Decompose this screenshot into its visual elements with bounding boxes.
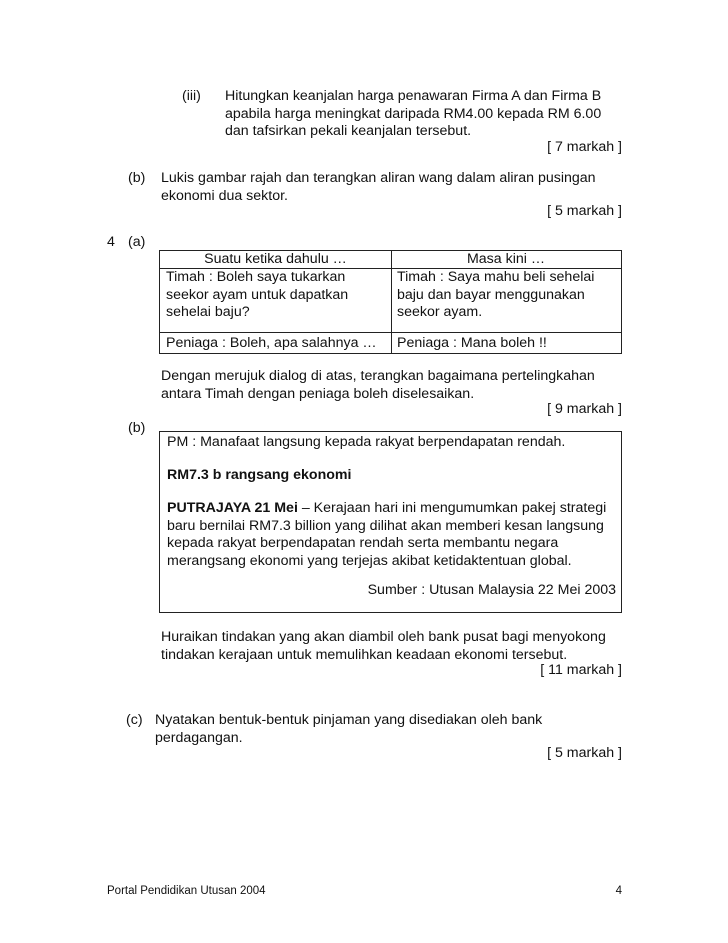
q4-a-text [161,368,595,403]
table-line: sehelai baju? [166,304,250,320]
news-body-line: baru bernilai RM7.3 billion yang dilihat akan memberi kesan langsung [167,517,604,534]
q3-b-line: Lukis gambar rajah dan terangkan aliran wang dalam aliran pusingan [161,170,596,186]
q3-b-text [161,170,596,205]
table-line: Timah : Boleh saya tukarkan [166,269,346,285]
table-line: Timah : Saya mahu beli sehelai [397,269,595,285]
news-body-line: merangsang ekonomi yang terjejas akibat ketidaktentuan global. [167,552,572,569]
q3-iii-line: Hitungkan keanjalan harga penawaran Firma A dan Firma B [225,88,602,104]
q4-b-line: Huraikan tindakan yang akan diambil oleh bank pusat bagi menyokong [161,629,606,645]
news-box [159,431,622,613]
q4-c-text [155,712,542,747]
page-number: 4 [615,885,622,897]
q4-c-label: (c) [126,712,143,728]
q4-a-line: Dengan merujuk dialog di atas, terangkan bagaimana pertelingkahan [161,368,595,384]
q3-iii-line: apabila harga meningkat daripada RM4.00 kepada RM 6.00 [225,105,602,122]
news-body [167,500,606,570]
news-pm-line: PM : Manafaat langsung kepada rakyat berpendapatan rendah. [167,434,566,450]
q4-c-line: Nyatakan bentuk-bentuk pinjaman yang disediakan oleh bank [155,712,543,728]
news-body-first: – Kerajaan hari ini mengumumkan pakej strategi [297,500,607,516]
q4-b-label: (b) [128,420,146,436]
q4-c-line: perdagangan. [155,729,243,746]
q3-iii-marks: [ 7 markah ] [547,139,622,155]
table-line: baju dan bayar menggunakan [397,286,585,303]
q4-b-text [161,629,606,664]
q4-c-marks: [ 5 markah ] [547,745,622,761]
news-source: Sumber : Utusan Malaysia 22 Mei 2003 [367,582,616,598]
q3-b-label: (b) [128,170,146,186]
table-line: seekor ayam untuk dapatkan [166,286,349,303]
table-cell-left [166,269,348,322]
news-dateline: PUTRAJAYA 21 Mei [167,500,298,516]
footer-source: Portal Pendidikan Utusan 2004 [107,885,266,897]
table-footer-right: Peniaga : Mana boleh !! [397,335,547,351]
table-header-left: Suatu ketika dahulu … [204,251,347,267]
q4-a-line: antara Timah dengan peniaga boleh diselesaikan. [161,385,475,402]
q3-iii-label: (iii) [182,88,201,104]
table-header-right: Masa kini … [466,251,546,267]
table-footer-left: Peniaga : Boleh, apa salahnya … [166,335,377,351]
q4-b-marks: [ 11 markah ] [540,662,622,678]
q3-b-marks: [ 5 markah ] [547,203,622,219]
q4-a-label: (a) [128,234,146,250]
q4-a-marks: [ 9 markah ] [547,401,622,417]
q4-number: 4 [107,234,115,250]
q3-iii-line: dan tafsirkan pekali keanjalan tersebut. [225,123,472,139]
table-cell-right [397,269,594,322]
news-body-line: kepada rakyat berpendapatan rendah serta membantu negara [167,535,559,551]
q3-b-line: ekonomi dua sektor. [161,187,288,204]
q3-iii-text [225,88,601,141]
table-line: seekor ayam. [397,304,483,320]
dialogue-table [159,250,622,354]
q4-b-line: tindakan kerajaan untuk memulihkan keadaan ekonomi tersebut. [161,646,568,663]
news-headline: RM7.3 b rangsang ekonomi [167,467,352,483]
